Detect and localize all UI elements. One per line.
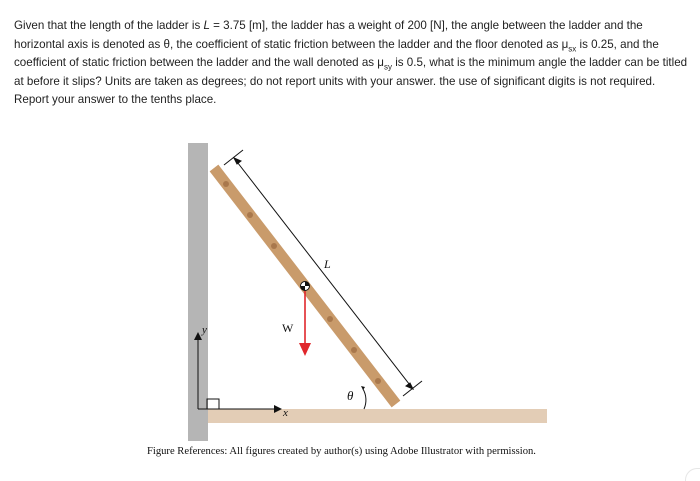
ladder-rung <box>375 378 381 384</box>
center-of-gravity-icon <box>301 282 310 291</box>
floor-friction-subscript: sx <box>568 43 577 53</box>
ladder-rung <box>247 212 253 218</box>
length-dimension <box>224 150 422 396</box>
question-part-1: Given that the length of the ladder is <box>14 19 204 32</box>
ladder-rung <box>223 181 229 187</box>
weight-arrow <box>299 291 311 356</box>
ladder-rung <box>351 347 357 353</box>
floor <box>189 409 547 423</box>
weight-label: W <box>282 321 294 335</box>
ladder-rung <box>271 243 277 249</box>
question-part-2: is 0.25, and the coefficient of static friction between the ladder and the wall denoted as μ <box>14 37 659 69</box>
wall-friction-subscript: sy <box>383 62 392 72</box>
x-axis-label: x <box>283 407 288 419</box>
figure-caption: Figure References: All figures created by author(s) using Adobe Illustrator with permission. <box>147 446 536 457</box>
length-label: L <box>324 257 331 271</box>
coordinate-axes <box>198 336 278 409</box>
question-part-1b: = 3.75 [m], the ladder has a weight of 200 [N], the angle between the ladder and the horizontal axis is denoted as θ, the coefficient of static friction between the ladder and the floor denoted as μ <box>14 19 643 51</box>
angle-label: θ <box>347 388 354 403</box>
angle-arc-arrowhead <box>361 386 365 390</box>
y-axis-label: y <box>202 324 207 336</box>
ladder-rung <box>327 316 333 322</box>
question-part-3: is 0.5, what is the minimum angle the ladder can be titled at before it slips? Units are taken as degrees; do not report units with your answer. the use of significant digits is not required. Report your answer to the tenths place. <box>14 56 688 106</box>
angle-arc <box>363 389 366 409</box>
ladder-length-symbol: L <box>203 19 210 32</box>
